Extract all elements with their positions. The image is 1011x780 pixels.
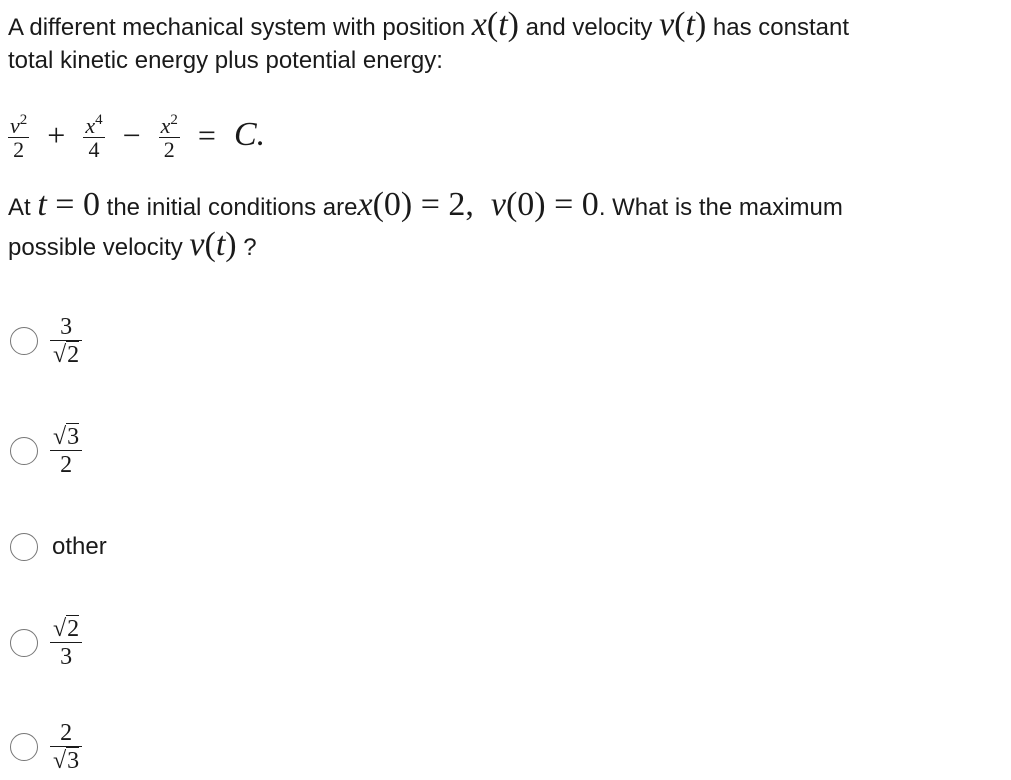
option-5[interactable] bbox=[10, 720, 82, 774]
fraction-v-squared-over-2: $\frac{v^2}{2}$ bbox=[10, 112, 28, 162]
energy-equation bbox=[8, 100, 265, 170]
option-1-fraction: $\frac{3}{√2}$ bbox=[50, 314, 82, 368]
plus-sign: + bbox=[47, 116, 66, 153]
radio-button[interactable] bbox=[10, 437, 38, 465]
radio-button[interactable] bbox=[10, 629, 38, 657]
equals-sign: = bbox=[197, 116, 216, 153]
constant-c: C. bbox=[233, 116, 266, 153]
option-1[interactable] bbox=[10, 314, 82, 368]
option-3[interactable] bbox=[10, 533, 107, 561]
question-line-3: At t = 0 the initial conditions arex(0) = 2, v(0) = 0. What is the maximum bbox=[8, 186, 843, 223]
radio-button[interactable] bbox=[10, 533, 38, 561]
minus-sign: − bbox=[122, 116, 141, 153]
option-4-fraction: $\frac{√2}{3}$ bbox=[50, 616, 82, 670]
math-x-of-t: x bbox=[471, 6, 487, 43]
radio-button[interactable] bbox=[10, 733, 38, 761]
option-2[interactable] bbox=[10, 424, 82, 478]
question-line-1: A different mechanical system with position x(t) and velocity v(t) has constant bbox=[8, 6, 850, 43]
option-4[interactable] bbox=[10, 616, 82, 670]
fraction-x-fourth-over-4: $\frac{x^4}{4}$ bbox=[85, 112, 103, 162]
fraction-x-squared-over-2: $\frac{x^2}{2}$ bbox=[160, 112, 178, 162]
radio-button[interactable] bbox=[10, 327, 38, 355]
question-line-2: total kinetic energy plus potential energy: bbox=[8, 47, 443, 74]
option-2-fraction: $\frac{√3}{2}$ bbox=[50, 424, 82, 478]
question-line-4: possible velocity v(t) ? bbox=[8, 226, 257, 263]
math-v-of-t: v bbox=[659, 6, 675, 43]
q-text-a: A different mechanical system with position bbox=[8, 14, 472, 41]
option-3-label: other bbox=[52, 533, 107, 560]
option-5-fraction: $\frac{2}{√3}$ bbox=[50, 720, 82, 774]
